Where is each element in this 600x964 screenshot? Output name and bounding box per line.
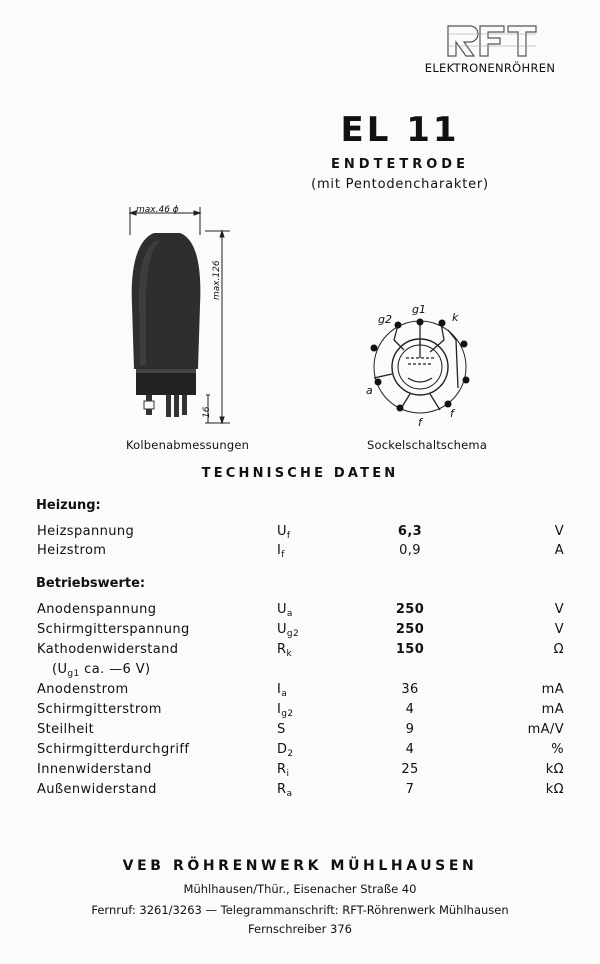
bulb-caption: Kolbenabmessungen (126, 438, 250, 452)
row-label: Schirmgitterstrom (37, 702, 162, 717)
table-row (0, 662, 600, 682)
row-label: Innenwiderstand (37, 762, 152, 777)
table-row (0, 762, 600, 782)
row-label: Anodenstrom (37, 682, 129, 697)
company-name: VEB RÖHRENWERK MÜHLHAUSEN (122, 858, 478, 874)
table-row (0, 543, 600, 563)
row-unit: mA (541, 702, 564, 717)
row-symbol: $U_a$ (277, 602, 293, 619)
row-value: 250 (395, 602, 425, 617)
row-value: 6,3 (397, 524, 423, 539)
pin-label-g2: g2 (378, 313, 392, 326)
socket-caption: Sockelschaltschema (367, 438, 488, 452)
table-row (0, 782, 600, 802)
tube-note: (mit Pentodencharakter) (311, 177, 489, 192)
row-label: Außenwiderstand (37, 782, 157, 797)
row-label: Steilheit (37, 722, 95, 737)
row-unit: kΩ (545, 762, 564, 777)
pin-label-k: k (452, 311, 459, 324)
row-label: Anodenspannung (37, 602, 157, 617)
row-unit: Ω (553, 642, 564, 657)
rft-logo (444, 22, 540, 58)
dim-base-label: 16 (202, 406, 212, 418)
row-unit: V (554, 602, 564, 617)
dim-height-label: max.126 (212, 260, 222, 300)
row-value: 250 (395, 622, 425, 637)
row-value: 150 (395, 642, 425, 657)
row-symbol: $I_a$ (277, 682, 288, 699)
row-symbol: $U_f$ (277, 524, 291, 541)
betrieb-title: Betriebswerte: (36, 576, 146, 591)
table-row (0, 722, 600, 742)
row-value: 9 (405, 722, 415, 737)
row-value: 7 (405, 782, 415, 797)
tube-class: ENDTETRODE (331, 157, 469, 172)
row-label: Schirmgitterspannung (37, 622, 190, 637)
row-symbol: $D_2$ (277, 742, 294, 759)
row-symbol: $U_{g2}$ (277, 622, 300, 639)
row-unit: mA/V (527, 722, 564, 737)
row-symbol: $R_a$ (277, 782, 293, 799)
row-label: Heizspannung (37, 524, 135, 539)
row-symbol: $R_k$ (277, 642, 293, 659)
row-unit: V (554, 622, 564, 637)
row-value: 25 (401, 762, 419, 777)
row-symbol: $I_f$ (277, 543, 285, 560)
row-value: 36 (401, 682, 419, 697)
row-unit: kΩ (545, 782, 564, 797)
row-symbol: $R_i$ (277, 762, 290, 779)
table-row (0, 524, 600, 544)
company-contact: Fernruf: 3261/3263 — Telegrammanschrift: RFT-Röhrenwerk Mühlhausen (91, 903, 509, 917)
pin-label-f1: f (418, 416, 422, 429)
table-row (0, 682, 600, 702)
pin-label-a: a (366, 384, 373, 397)
tube-type-title: EL 11 (340, 110, 460, 150)
row-label: Kathodenwiderstand (37, 642, 179, 657)
table-row (0, 622, 600, 642)
brand-line: ELEKTRONENRÖHREN (424, 61, 556, 75)
tech-heading: TECHNISCHE DATEN (201, 466, 399, 481)
table-row (0, 702, 600, 722)
company-telex: Fernschreiber 376 (248, 922, 352, 936)
row-unit: A (554, 543, 564, 558)
row-unit: V (554, 524, 564, 539)
row-label: Heizstrom (37, 543, 107, 558)
row-unit: % (551, 742, 564, 757)
row-unit: mA (541, 682, 564, 697)
row-value: 0,9 (399, 543, 421, 558)
row-value: 4 (405, 702, 415, 717)
heizung-title: Heizung: (36, 498, 101, 513)
pin-label-g1: g1 (412, 303, 426, 316)
table-row (0, 742, 600, 762)
bulb-dimension-drawing (110, 195, 250, 435)
table-row (0, 602, 600, 622)
table-row (0, 642, 600, 662)
dim-diameter-label: max.46 ϕ (136, 205, 179, 215)
row-symbol: S (277, 722, 286, 737)
row-value: 4 (405, 742, 415, 757)
row-label: Schirmgitterdurchgriff (37, 742, 190, 757)
pin-label-f2: f (450, 407, 454, 420)
company-address: Mühlhausen/Thür., Eisenacher Straße 40 (183, 882, 417, 896)
row-label-condition: ($U_{g1}$ ca. —6 V) (52, 662, 151, 679)
row-symbol: $I_{g2}$ (277, 702, 294, 719)
